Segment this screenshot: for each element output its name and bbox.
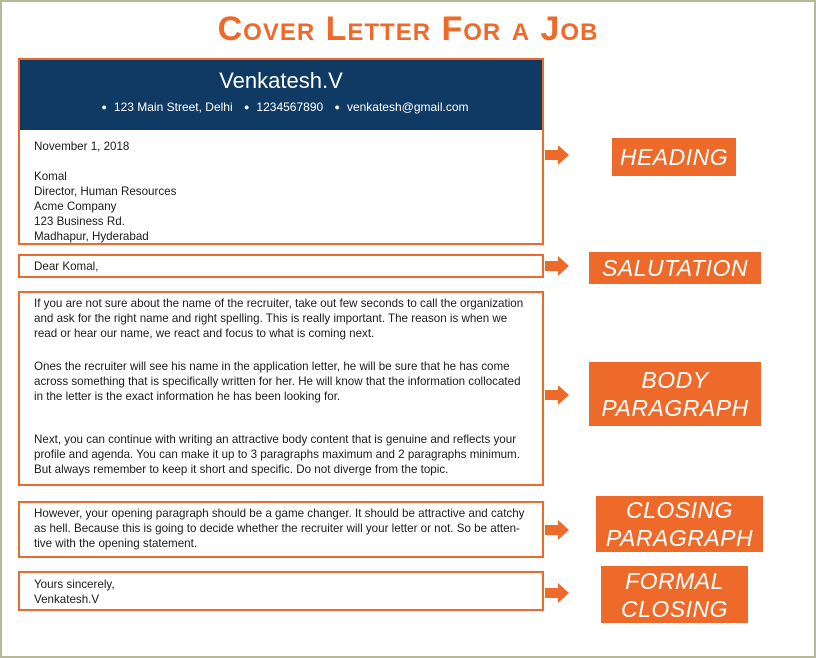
body-section bbox=[18, 291, 544, 486]
arrow-right-icon bbox=[545, 145, 569, 165]
label-body-paragraph bbox=[589, 362, 761, 426]
recipient-line: Director, Human Resources bbox=[34, 185, 177, 198]
body-line: in the letter is the exact information he has been looking for. bbox=[34, 390, 341, 403]
label-salutation bbox=[589, 252, 761, 284]
label-closing-text-1: CLOSING bbox=[625, 497, 734, 523]
bullet-icon: ● bbox=[101, 102, 107, 112]
sender-contact bbox=[20, 96, 542, 118]
body-line: Ones the recruiter will see his name in the application letter, he will be sure that he has come bbox=[34, 360, 510, 373]
label-closing-paragraph bbox=[596, 496, 763, 552]
arrow-right-icon bbox=[545, 583, 569, 603]
sign-off-text: Yours sincerely, bbox=[34, 578, 115, 591]
arrow-right-icon bbox=[545, 520, 569, 540]
heading-section bbox=[18, 58, 544, 245]
body-line: and ask for the right name and right spelling. This is really important. The reason is when we bbox=[34, 312, 508, 325]
closing-line: tive with the opening statement. bbox=[34, 537, 198, 550]
salutation-text: Dear Komal, bbox=[34, 260, 99, 273]
recipient-line: Madhapur, Hyderabad bbox=[34, 230, 149, 243]
letter-date: November 1, 2018 bbox=[34, 140, 130, 153]
recipient-line: Acme Company bbox=[34, 200, 117, 213]
arrow-right-icon bbox=[545, 256, 569, 276]
recipient-line: 123 Business Rd. bbox=[34, 215, 125, 228]
label-body-text-1: BODY bbox=[641, 367, 709, 393]
sender-address: 123 Main Street, Delhi bbox=[113, 100, 233, 114]
label-formal-text-2: CLOSING bbox=[620, 595, 729, 622]
body-line: profile and agenda. You can make it up to 3 paragraphs maximum and 2 paragraphs minimum. bbox=[34, 448, 520, 461]
sender-phone: 1234567890 bbox=[256, 100, 324, 114]
body-line: across something that is specifically written for her. He will know that the information collocated bbox=[34, 375, 521, 388]
formal-closing-section bbox=[18, 571, 544, 611]
arrow-right-icon bbox=[545, 385, 569, 405]
closing-line: However, your opening paragraph should be a game changer. It should be attractive and catchy bbox=[34, 507, 525, 520]
body-line: But always remember to keep it short and specific. Do not diverge from the topic. bbox=[34, 463, 449, 476]
body-line: If you are not sure about the name of the recruiter, take out few seconds to call the organization bbox=[34, 297, 524, 310]
salutation-section bbox=[18, 254, 544, 278]
bullet-icon: ● bbox=[243, 102, 250, 112]
sender-email: venkatesh@gmail.com bbox=[346, 100, 469, 114]
bullet-icon: ● bbox=[334, 102, 340, 112]
signature-text: Venkatesh.V bbox=[34, 593, 100, 606]
page-title: Cover Letter For a Job bbox=[217, 10, 599, 48]
recipient-line: Komal bbox=[34, 170, 67, 183]
sender-name: Venkatesh.V bbox=[219, 68, 343, 93]
label-closing-text-2: PARAGRAPH bbox=[605, 525, 754, 551]
closing-paragraph-section bbox=[18, 501, 544, 558]
letterhead bbox=[20, 60, 542, 130]
body-line: read or hear our name, we react and focus to what is coming next. bbox=[34, 327, 375, 340]
closing-line: as hell. Because this is going to decide whether the recruiter will your letter or not. So be atten- bbox=[34, 522, 520, 535]
label-formal-text-1: FORMAL bbox=[625, 567, 724, 594]
label-formal-closing bbox=[601, 566, 748, 623]
label-salutation-text: SALUTATION bbox=[602, 255, 748, 281]
label-body-text-2: PARAGRAPH bbox=[601, 395, 749, 421]
label-heading bbox=[612, 138, 736, 176]
body-line: Next, you can continue with writing an attractive body content that is genuine and reflects your bbox=[34, 433, 517, 446]
label-heading-text: HEADING bbox=[619, 144, 729, 170]
heading-details bbox=[20, 130, 542, 244]
